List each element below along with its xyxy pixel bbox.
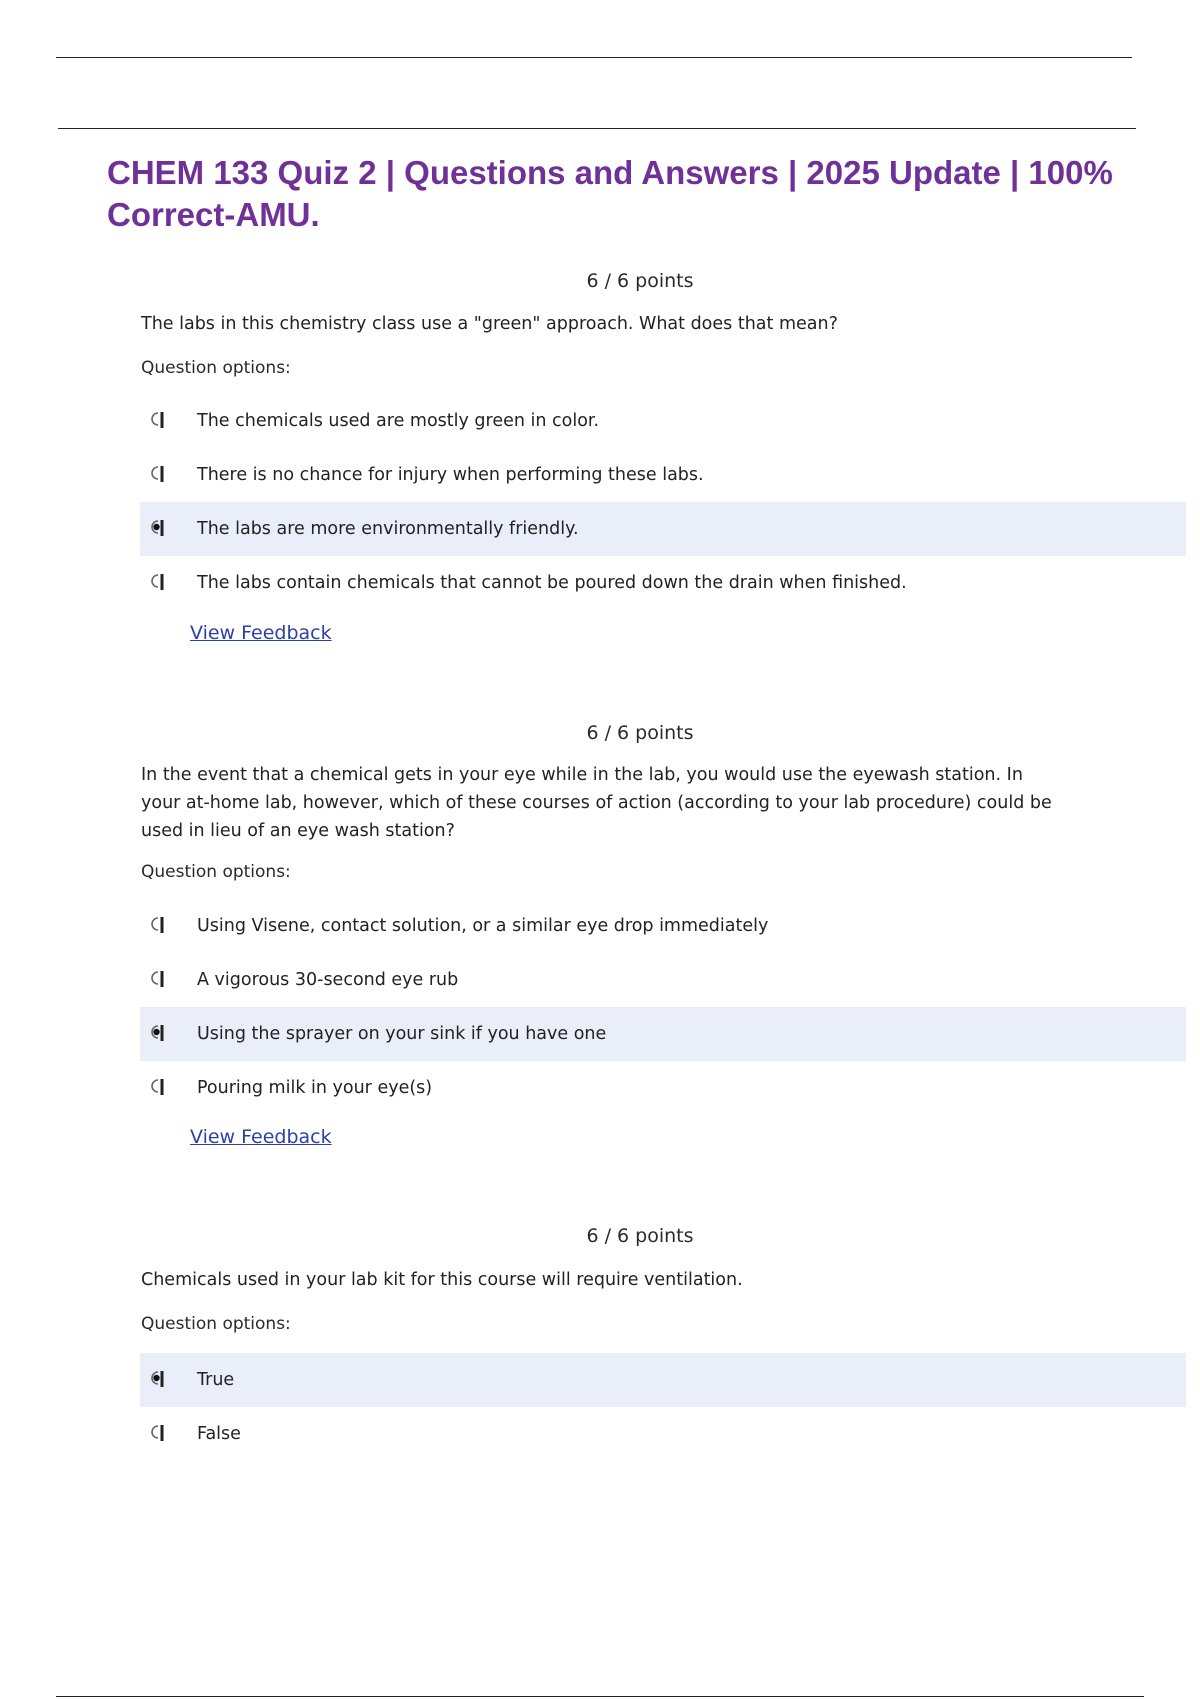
radio-unselected-icon[interactable] <box>148 914 168 936</box>
question-1-option-1[interactable] <box>140 394 1186 448</box>
header-rule <box>58 128 1136 129</box>
question-2-option-2-text: A vigorous 30-second eye rub <box>197 970 459 990</box>
question-2-points: 6 / 6 points <box>586 722 694 744</box>
question-2-option-4-text: Pouring milk in your eye(s) <box>197 1078 433 1098</box>
question-1-option-3-text: The labs are more environmentally friendly. <box>197 519 579 539</box>
radio-selected-icon[interactable] <box>148 517 168 539</box>
radio-unselected-icon[interactable] <box>148 1076 168 1098</box>
question-3-points: 6 / 6 points <box>586 1225 694 1247</box>
question-3-option-1-text: True <box>197 1370 235 1390</box>
radio-unselected-icon[interactable] <box>148 571 168 593</box>
question-2-option-2[interactable] <box>140 953 1186 1007</box>
question-3-option-1[interactable] <box>140 1353 1186 1407</box>
top-rule <box>56 57 1132 58</box>
radio-unselected-icon[interactable] <box>148 1422 168 1444</box>
question-1-options-label: Question options: <box>141 358 291 378</box>
radio-unselected-icon[interactable] <box>148 409 168 431</box>
question-2-option-1[interactable] <box>140 899 1186 953</box>
question-1-prompt: The labs in this chemistry class use a "green" approach. What does that mean? <box>141 314 838 334</box>
document-title: CHEM 133 Quiz 2 | Questions and Answers | 2025 Update | 100% Correct-AMU. <box>107 154 1113 233</box>
question-1-option-2-text: There is no chance for injury when performing these labs. <box>197 465 704 485</box>
radio-selected-icon[interactable] <box>148 1022 168 1044</box>
question-2-option-3[interactable] <box>140 1007 1186 1061</box>
question-2-option-1-text: Using Visene, contact solution, or a similar eye drop immediately <box>197 916 769 936</box>
radio-selected-icon[interactable] <box>148 1368 168 1390</box>
question-1-points: 6 / 6 points <box>586 270 694 292</box>
question-1-view-feedback-link[interactable]: View Feedback <box>190 622 332 644</box>
question-1-option-4-text: The labs contain chemicals that cannot be poured down the drain when finished. <box>197 573 907 593</box>
question-1-option-3[interactable] <box>140 502 1186 556</box>
radio-unselected-icon[interactable] <box>148 968 168 990</box>
question-2-view-feedback-link[interactable]: View Feedback <box>190 1126 332 1148</box>
question-2-option-3-text: Using the sprayer on your sink if you have one <box>197 1024 607 1044</box>
question-1-option-1-text: The chemicals used are mostly green in color. <box>197 411 600 431</box>
question-1-option-2[interactable] <box>140 448 1186 502</box>
question-2-option-4[interactable] <box>140 1061 1186 1115</box>
question-1-option-4[interactable] <box>140 556 1186 610</box>
question-3-option-2[interactable] <box>140 1407 1186 1461</box>
bottom-rule <box>56 1696 1144 1697</box>
question-2-prompt: In the event that a chemical gets in your eye while in the lab, you would use the eyewash station. In your at-home lab, however, which of these courses of action (according to your lab procedure) could be used in lieu of an eye wash station? <box>141 765 1052 841</box>
question-2-options-label: Question options: <box>141 862 291 882</box>
question-3-prompt: Chemicals used in your lab kit for this course will require ventilation. <box>141 1270 743 1290</box>
radio-unselected-icon[interactable] <box>148 463 168 485</box>
question-3-options-label: Question options: <box>141 1314 291 1334</box>
question-3-option-2-text: False <box>197 1424 241 1444</box>
